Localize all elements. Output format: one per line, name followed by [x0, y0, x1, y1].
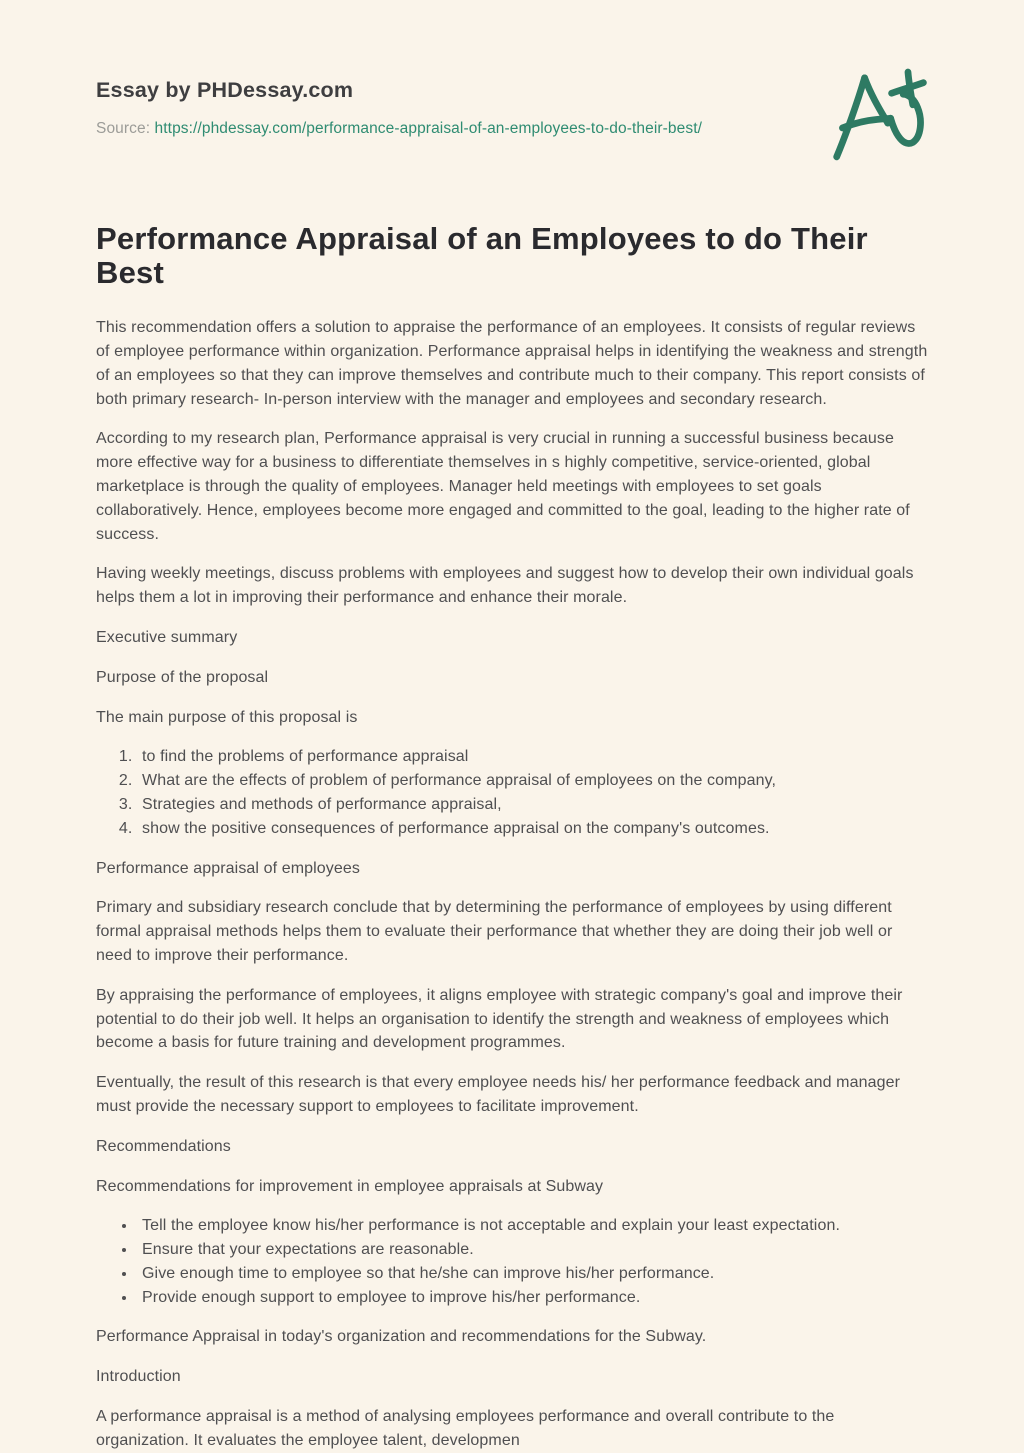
paragraph-todays-organization: Performance Appraisal in today's organization and recommendations for the Subway.: [96, 1328, 707, 1346]
list-item: • Give enough time to employee so that he/she can improve his/her performance.: [137, 1262, 928, 1286]
heading-recommendations: Recommendations: [96, 1137, 231, 1155]
heading-purpose: Purpose of the proposal: [96, 668, 269, 686]
list-item: 2. What are the effects of problem of performance appraisal of employees on the company,: [137, 769, 928, 793]
paragraph-final-truncated: A performance appraisal is a method of analysing employees performance and overall contribute to the organization. It evaluates the employee talent, developmen: [96, 1408, 835, 1449]
list-item: 3. Strategies and methods of performance appraisal,: [137, 793, 928, 817]
list-item: • Provide enough support to employee to improve his/her performance.: [137, 1286, 928, 1310]
page-title: Performance Appraisal of an Employees to do Their Best: [96, 221, 868, 291]
source-link[interactable]: https://phdessay.com/performance-appraisal-of-an-employees-to-do-their-best/: [154, 120, 703, 137]
paragraph-weekly-meetings: Having weekly meetings, discuss problems with employees and suggest how to develop their own individual goals helps them a lot in improving their performance and enhance their morale.: [96, 565, 914, 607]
list-item: 1. to find the problems of performance appraisal: [137, 745, 928, 769]
list-item: • Ensure that your expectations are reasonable.: [137, 1238, 928, 1262]
source-label: Source:: [96, 120, 151, 137]
article-body: [96, 316, 928, 1452]
phdessay-a-plus-logo-icon: [828, 62, 934, 164]
brand-title: Essay by PHDessay.com: [96, 78, 354, 102]
source-row: [96, 120, 928, 138]
heading-introduction: Introduction: [96, 1368, 181, 1386]
paragraph-summary: This recommendation offers a solution to appraise the performance of an employees. It consists of regular reviews of employee performance within organization. Performance appraisal helps in identifying the weakness and strength of an employees so that they can improve themselves and contribute much to their company. This report consists of both primary research- In-person interview with the manager and employees and secondary research.: [96, 319, 928, 408]
recommendations-list: [96, 1214, 928, 1309]
paragraph-main-purpose: The main purpose of this proposal is: [96, 708, 358, 726]
paragraph-recommendations-subway: Recommendations for improvement in employee appraisals at Subway: [96, 1177, 604, 1195]
heading-executive-summary: Executive summary: [96, 628, 238, 646]
heading-performance-appraisal-employees: Performance appraisal of employees: [96, 859, 360, 877]
paragraph-primary-research: Primary and subsidiary research conclude that by determining the performance of employees by using different formal appraisal methods helps them to evaluate their performance that whether they are doing their job well or need to improve their performance.: [96, 899, 893, 964]
paragraph-appraising: By appraising the performance of employees, it aligns employee with strategic company's goal and improve their potential to do their job well. It helps an organisation to identify the strength and weakness of employees which become a basis for future training and development programmes.: [96, 986, 903, 1052]
list-item: • Tell the employee know his/her performance is not acceptable and explain your least expectation.: [137, 1214, 928, 1238]
paragraph-research-plan: According to my research plan, Performance appraisal is very crucial in running a successful business because more effective way for a business to differentiate themselves in s highly competitive, service-oriented, global marketplace is through the quality of employees. Manager held meetings with employees to set goals collaboratively. Hence, employees become more engaged and committed to the goal, leading to the higher rate of success.: [96, 430, 910, 543]
paragraph-eventually: Eventually, the result of this research is that every employee needs his/ her performance feedback and manager must provide the necessary support to employees to facilitate improvement.: [96, 1074, 901, 1115]
list-item: 4. show the positive consequences of performance appraisal on the company's outcomes.: [137, 817, 928, 841]
purpose-list: [96, 745, 928, 840]
